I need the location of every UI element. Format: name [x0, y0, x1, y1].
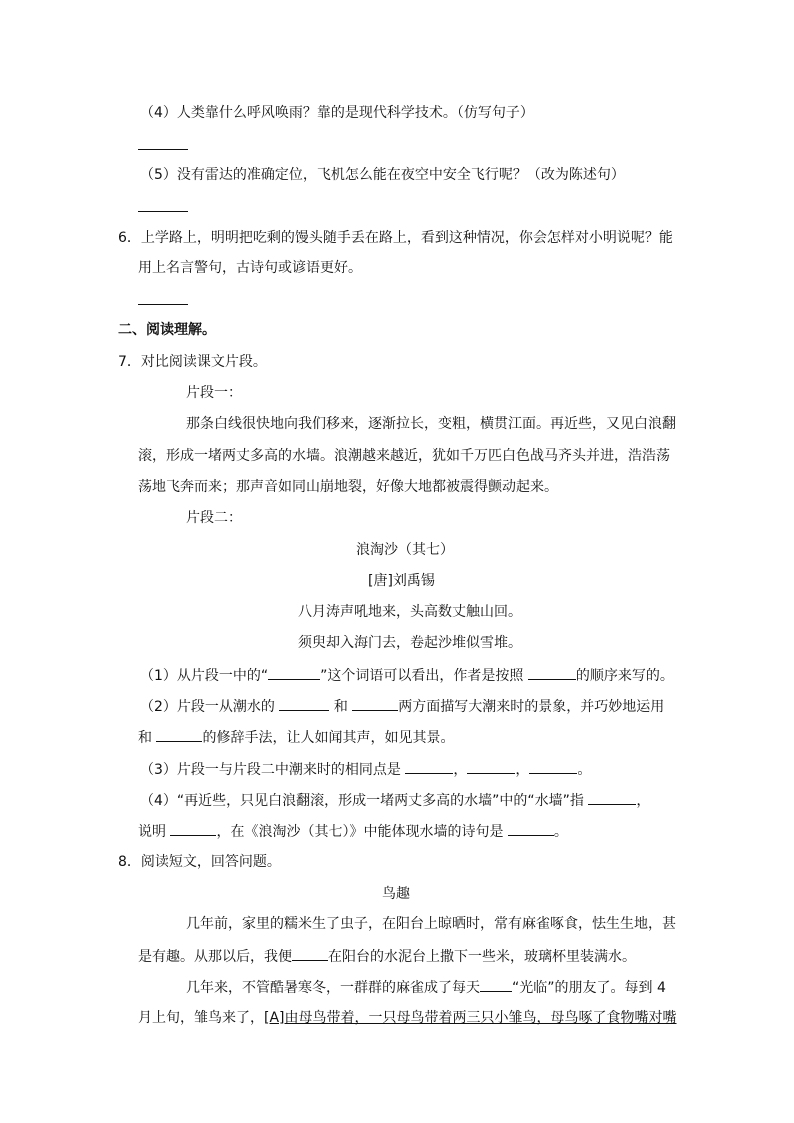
q7-sub3-text: （3）片段一与片段二中潮来时的相同点是	[140, 762, 401, 778]
fill-blank[interactable]	[268, 664, 320, 680]
fill-blank[interactable]	[480, 976, 512, 992]
fill-blank[interactable]	[156, 726, 202, 742]
q7-sub1-text-a: （1）从片段一中的“	[140, 668, 269, 684]
answer-line	[138, 304, 188, 305]
q6-line2: 用上名言警句，古诗句或谚语更好。	[138, 260, 362, 276]
fill-blank[interactable]	[279, 695, 329, 711]
q6-line1: 6．上学路上，明明把吃剩的馒头随手丢在路上，看到这种情况，你会怎样对小明说呢？能	[118, 230, 673, 246]
answer-line	[138, 211, 188, 212]
period: 。	[577, 762, 592, 778]
story-line	[138, 945, 636, 967]
passage1-line: 那条白线很快地向我们移来，逐渐拉长，变粗，横贯江面。再近些，又见白浪翻	[186, 416, 676, 432]
story-line	[186, 976, 666, 998]
passage1-line: 荡地飞奔而来；那声音如同山崩地裂，好像大地都被震得颤动起来。	[138, 479, 558, 495]
story-line: 几年前，家里的糯米生了虫子，在阳台上晾晒时，常有麻雀啄食，怯生生地，甚	[186, 916, 676, 932]
story-text: 在阳台的水泥台上撒下一些米，玻璃杯里装满水。	[328, 949, 636, 965]
fill-blank[interactable]	[352, 695, 398, 711]
poem-title: 浪淘沙（其七）	[356, 542, 454, 558]
passage1-line: 滚，形成一堵两丈多高的水墙。浪潮越来越近，犹如千万匹白色战马齐头并进，浩浩荡	[138, 448, 670, 464]
q5-item5: （5）没有雷达的准确定位，飞机怎么能在夜空中安全飞行呢？（改为陈述句）	[140, 167, 625, 183]
q7-sub2-line2	[138, 726, 454, 748]
comma: ，	[453, 762, 468, 778]
answer-line	[138, 149, 188, 150]
fill-blank[interactable]	[508, 820, 554, 836]
q7-sub4-text-a: （4）“再近些，只见白浪翻滚，形成一堵两丈多高的水墙”中的“水墙”指	[140, 793, 584, 809]
story-title: 鸟趣	[382, 886, 410, 902]
q7-sub1-text-b: ”这个词语可以看出，作者是按照	[320, 668, 524, 684]
poem-line: 须臾却入海门去，卷起沙堆似雪堆。	[298, 635, 522, 651]
q7-sub2-text-d: 和	[138, 730, 152, 746]
q7-sub2-text-a: （2）片段一从潮水的	[140, 699, 275, 715]
fill-blank[interactable]	[588, 789, 636, 805]
q7-sub4-text-c: ，在《浪淘沙（其七）》中能体现水墙的诗句是	[216, 824, 504, 840]
q7-sub2-text-b: 和	[333, 699, 348, 715]
fill-blank[interactable]	[292, 945, 328, 961]
q7-sub1-text-c: 的顺序来写的。	[575, 668, 674, 684]
q7-sub4-text-b: 说明	[138, 824, 166, 840]
story-text: 月上旬，雏鸟来了，	[138, 1010, 264, 1026]
q7-sub1	[140, 664, 674, 686]
q7-sub2-text-c: 两方面描写大潮来时的景象，并巧妙地运用	[398, 699, 665, 715]
fill-blank[interactable]	[170, 820, 216, 836]
story-text: “光临”的朋友了。每到 4	[512, 980, 666, 996]
poem-author: [唐]刘禹锡	[368, 573, 435, 589]
underlined-sentence-a: [A]由母鸟带着，一只母鸟带着两三只小雏鸟，母鸟啄了食物嘴对嘴	[264, 1010, 677, 1026]
story-text: 几年来，不管酷暑寒冬，一群群的麻雀成了每天	[186, 980, 480, 996]
q7-sub2-text-e: 的修辞手法，让人如闻其声，如见其景。	[202, 730, 455, 746]
q8-title: 8．阅读短文，回答问题。	[118, 854, 281, 870]
q7-sub3	[140, 758, 591, 780]
passage1-label: 片段一：	[186, 385, 242, 401]
section-heading: 二、阅读理解。	[118, 322, 216, 338]
q7-title: 7．对比阅读课文片段。	[118, 354, 267, 370]
passage2-label: 片段二：	[186, 510, 242, 526]
comma: ，	[636, 793, 651, 809]
fill-blank[interactable]	[467, 758, 515, 774]
fill-blank[interactable]	[405, 758, 453, 774]
fill-blank[interactable]	[528, 664, 576, 680]
q5-item4: （4）人类靠什么呼风唤雨？靠的是现代科学技术。（仿写句子）	[140, 105, 534, 121]
q7-sub4-line2	[138, 820, 568, 842]
q7-sub2-line1	[140, 695, 664, 717]
poem-line: 八月涛声吼地来，头高数丈触山回。	[298, 604, 522, 620]
story-line	[138, 1008, 677, 1028]
q7-sub4-line1	[140, 789, 650, 811]
story-text: 是有趣。从那以后，我便	[138, 949, 292, 965]
comma: ，	[515, 762, 530, 778]
period: 。	[553, 824, 568, 840]
fill-blank[interactable]	[529, 758, 577, 774]
